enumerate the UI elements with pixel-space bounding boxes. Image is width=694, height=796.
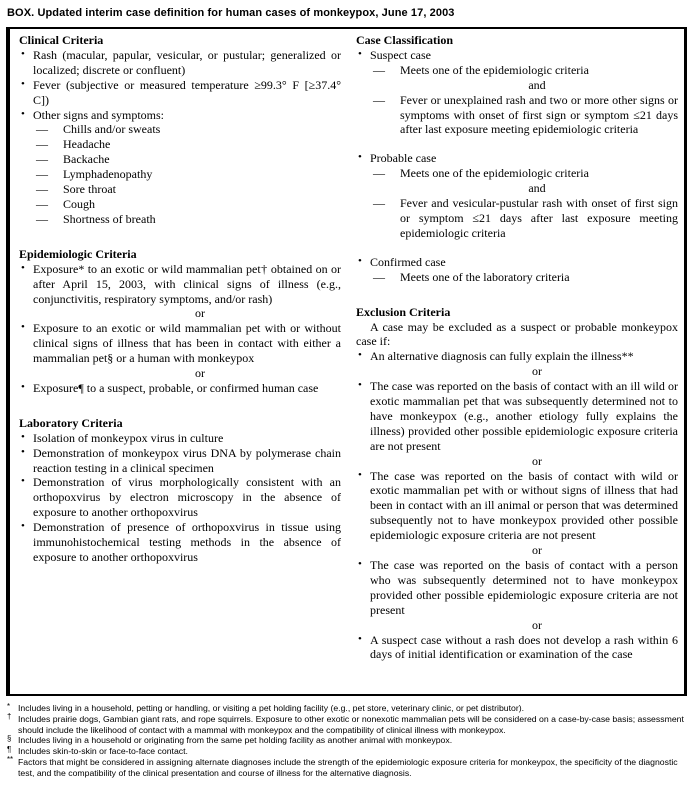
bullet-text: Fever (subjective or measured temperature ≥99.3° F [≥37.4° C]) bbox=[33, 77, 341, 107]
dash-item bbox=[356, 166, 678, 181]
bullet-item bbox=[356, 48, 678, 63]
footnote bbox=[7, 746, 690, 757]
bullet-icon: • bbox=[21, 475, 25, 488]
exclusion-intro: A case may be excluded as a suspect or probable monkeypox case if: bbox=[356, 319, 678, 349]
epidemiologic-criteria-heading: Epidemiologic Criteria bbox=[19, 246, 137, 261]
dash-icon: — bbox=[373, 166, 385, 181]
case-definition-box bbox=[6, 27, 687, 696]
dash-text: Fever and vesicular-pustular rash with onset of first sign or symptom ≤21 days after last exposure meeting epidemiologic criteria bbox=[400, 196, 678, 240]
dash-icon: — bbox=[36, 152, 48, 167]
bullet-text: An alternative diagnosis can fully explain the illness** bbox=[370, 349, 634, 364]
footnote-text: Includes prairie dogs, Gambian giant rats, and rope squirrels. Exposure to other exotic or nonexotic mammalian pets will be considered on a case-by-case basis; assessment should include the likelihood of contact with a mammal with monkeypox and the compatibility of clinical illness with monkeypox. bbox=[18, 713, 684, 735]
footnote-text: Factors that might be considered in assigning alternate diagnoses include the strength of the epidemiologic exposure criteria for monkeypox, the specificity of the diagnostic test, and the compatibility of the clinical presentation and course of illness for the alternative diagnosis. bbox=[18, 756, 678, 778]
laboratory-criteria-heading: Laboratory Criteria bbox=[19, 415, 123, 430]
bullet-icon: • bbox=[358, 47, 362, 60]
bullet-item bbox=[19, 475, 341, 520]
bullet-text: Demonstration of monkeypox virus DNA by polymerase chain reaction testing in a clinical specimen bbox=[33, 445, 341, 475]
bullet-icon: • bbox=[21, 520, 25, 533]
left-column bbox=[19, 33, 341, 684]
bullet-text: Isolation of monkeypox virus in culture bbox=[33, 430, 224, 445]
bullet-icon: • bbox=[358, 632, 362, 645]
bullet-text: Exposure to an exotic or wild mammalian pet with or without clinical signs of illness that has been in contact with either a mammalian pet§ or a human with monkeypox bbox=[33, 321, 341, 366]
probable-case-group bbox=[356, 151, 678, 240]
confirmed-case-group bbox=[356, 255, 678, 285]
dash-item bbox=[19, 137, 341, 152]
case-classification-heading: Case Classification bbox=[356, 33, 453, 47]
bullet-text: Exposure* to an exotic or wild mammalian pet† obtained on or after April 15, 2003, with clinical signs of illness (e.g., conjunctivitis, respiratory symptoms, and/or rash) bbox=[33, 261, 341, 306]
bullet-icon: • bbox=[21, 107, 25, 120]
bullet-text: Confirmed case bbox=[370, 254, 446, 269]
bullet-icon: • bbox=[21, 321, 25, 334]
bullet-item bbox=[19, 321, 341, 366]
section-case-classification bbox=[356, 33, 678, 285]
dash-text: Meets one of the laboratory criteria bbox=[400, 269, 570, 284]
dash-text: Fever or unexplained rash and two or more other signs or symptoms with onset of first sign or symptom ≤21 days after last exposure meeting epidemiologic criteria bbox=[400, 92, 678, 137]
dash-text: Cough bbox=[63, 196, 96, 211]
footnote bbox=[7, 703, 690, 714]
dash-item bbox=[19, 122, 341, 137]
dash-text: Meets one of the epidemiologic criteria bbox=[400, 62, 589, 77]
bullet-item bbox=[19, 78, 341, 108]
dash-item bbox=[19, 167, 341, 182]
dash-icon: — bbox=[36, 196, 48, 211]
section-laboratory-criteria bbox=[19, 416, 341, 565]
suspect-case-group bbox=[356, 48, 678, 137]
footnote bbox=[7, 757, 690, 779]
bullet-icon: • bbox=[358, 558, 362, 570]
footnote-marker: † bbox=[7, 712, 12, 722]
section-exclusion-criteria bbox=[356, 305, 678, 663]
or-conjunction: or bbox=[532, 617, 542, 632]
footnote-text: Includes skin-to-skin or face-to-face contact. bbox=[18, 746, 188, 757]
box-title: BOX. Updated interim case definition for human cases of monkeypox, June 17, 2003 bbox=[7, 7, 455, 19]
dash-item bbox=[19, 212, 341, 227]
bullet-item bbox=[356, 151, 678, 166]
bullet-item bbox=[356, 633, 678, 663]
dash-item bbox=[19, 182, 341, 197]
bullet-item bbox=[19, 381, 341, 396]
dash-text: Backache bbox=[63, 152, 110, 167]
bullet-text: The case was reported on the basis of contact with an ill wild or exotic mammalian pet that was subsequently determined not to have monkeypox (e.g., another etiology fully explains the illness) provided other possible epidemiologic exposure criteria are not present bbox=[370, 379, 678, 453]
dash-icon: — bbox=[373, 196, 385, 211]
dash-icon: — bbox=[373, 269, 385, 284]
footnote bbox=[7, 735, 690, 746]
bullet-text: Suspect case bbox=[370, 47, 431, 62]
bullet-text: Demonstration of virus morphologically consistent with an orthopoxvirus by electron microscopy in the absence of exposure to another orthopoxvirus bbox=[33, 475, 341, 520]
bullet-icon: • bbox=[21, 261, 25, 274]
dash-text: Lymphadenopathy bbox=[63, 167, 153, 182]
exclusion-criteria-heading: Exclusion Criteria bbox=[356, 304, 451, 319]
bullet-item bbox=[356, 379, 678, 454]
bullet-text: The case was reported on the basis of contact with wild or exotic mammalian pet with or without signs of illness that had been in contact with an ill animal or person that was determined subsequently not to have monkeypox provided other possible epidemiologic exposure criteria are not present bbox=[370, 468, 678, 543]
dash-item bbox=[356, 196, 678, 241]
footnote-text: Includes living in a household, petting or handling, or visiting a pet holding facility (e.g., pet store, veterinary clinic, or pet distributor). bbox=[18, 703, 525, 713]
dash-icon: — bbox=[36, 137, 48, 152]
bullet-icon: • bbox=[358, 254, 362, 267]
bullet-icon: • bbox=[21, 380, 25, 393]
footnote-marker: ¶ bbox=[7, 744, 12, 754]
bullet-text: Probable case bbox=[370, 151, 437, 166]
dash-icon: — bbox=[373, 92, 385, 107]
dash-item bbox=[356, 63, 678, 78]
dash-text: Chills and/or sweats bbox=[63, 122, 161, 137]
dash-icon: — bbox=[36, 182, 48, 197]
bullet-icon: • bbox=[21, 445, 25, 458]
footnote-marker: § bbox=[7, 733, 12, 743]
bullet-text: Exposure¶ to a suspect, probable, or confirmed human case bbox=[33, 380, 319, 395]
bullet-text: The case was reported on the basis of contact with a person who was subsequently determined not to have monkeypox provided other possible epidemiologic exposure criteria are not present bbox=[370, 558, 678, 617]
dash-icon: — bbox=[373, 62, 385, 77]
or-conjunction: or bbox=[532, 364, 542, 379]
bullet-icon: • bbox=[358, 349, 362, 362]
bullet-item bbox=[19, 262, 341, 307]
bullet-text: Demonstration of presence of orthopoxvirus in tissue using immunohistochemical testing methods in the absence of exposure to another orthopoxvirus bbox=[33, 520, 341, 564]
or-conjunction: or bbox=[195, 366, 205, 381]
dash-icon: — bbox=[36, 122, 48, 137]
bullet-icon: • bbox=[21, 77, 25, 90]
bullet-icon: • bbox=[358, 468, 362, 481]
dash-item bbox=[19, 152, 341, 167]
bullet-icon: • bbox=[21, 47, 25, 60]
dash-icon: — bbox=[36, 167, 48, 182]
section-epidemiologic-criteria bbox=[19, 247, 341, 396]
dash-item bbox=[19, 197, 341, 212]
and-conjunction: and bbox=[528, 181, 546, 196]
bullet-item bbox=[19, 431, 341, 446]
bullet-text: Other signs and symptoms: bbox=[33, 107, 164, 122]
bullet-text: Rash (macular, papular, vesicular, or pustular; generalized or localized; discrete or confluent) bbox=[33, 47, 341, 77]
section-clinical-criteria bbox=[19, 33, 341, 227]
bullet-item bbox=[19, 446, 341, 476]
footnote bbox=[7, 714, 690, 736]
right-column bbox=[356, 33, 678, 684]
footnote-text: Includes living in a household or originating from the same pet holding facility as another animal with monkeypox. bbox=[18, 735, 453, 746]
bullet-item bbox=[356, 255, 678, 270]
bullet-item bbox=[356, 469, 678, 544]
clinical-criteria-heading: Clinical Criteria bbox=[19, 33, 104, 47]
dash-item bbox=[356, 93, 678, 138]
bullet-item bbox=[19, 48, 341, 78]
bullet-icon: • bbox=[21, 430, 25, 443]
dash-icon: — bbox=[36, 211, 48, 226]
bullet-icon: • bbox=[358, 151, 362, 164]
bullet-icon: • bbox=[358, 379, 362, 392]
bullet-item bbox=[356, 349, 678, 364]
bullet-text: A suspect case without a rash does not develop a rash within 6 days of initial identification or examination of the case bbox=[370, 632, 678, 662]
footnote-marker: ** bbox=[7, 755, 14, 765]
dash-text: Headache bbox=[63, 137, 111, 152]
bullet-item bbox=[19, 108, 341, 123]
or-conjunction: or bbox=[532, 453, 542, 468]
bullet-item bbox=[356, 558, 678, 618]
dash-text: Shortness of breath bbox=[63, 211, 156, 226]
dash-text: Meets one of the epidemiologic criteria bbox=[400, 166, 589, 181]
and-conjunction: and bbox=[528, 77, 546, 92]
bullet-item bbox=[19, 520, 341, 565]
footnote-marker: * bbox=[7, 701, 11, 711]
or-conjunction: or bbox=[195, 306, 205, 321]
dash-item bbox=[356, 270, 678, 285]
dash-text: Sore throat bbox=[63, 182, 116, 197]
footnotes bbox=[7, 703, 690, 779]
or-conjunction: or bbox=[532, 543, 542, 558]
